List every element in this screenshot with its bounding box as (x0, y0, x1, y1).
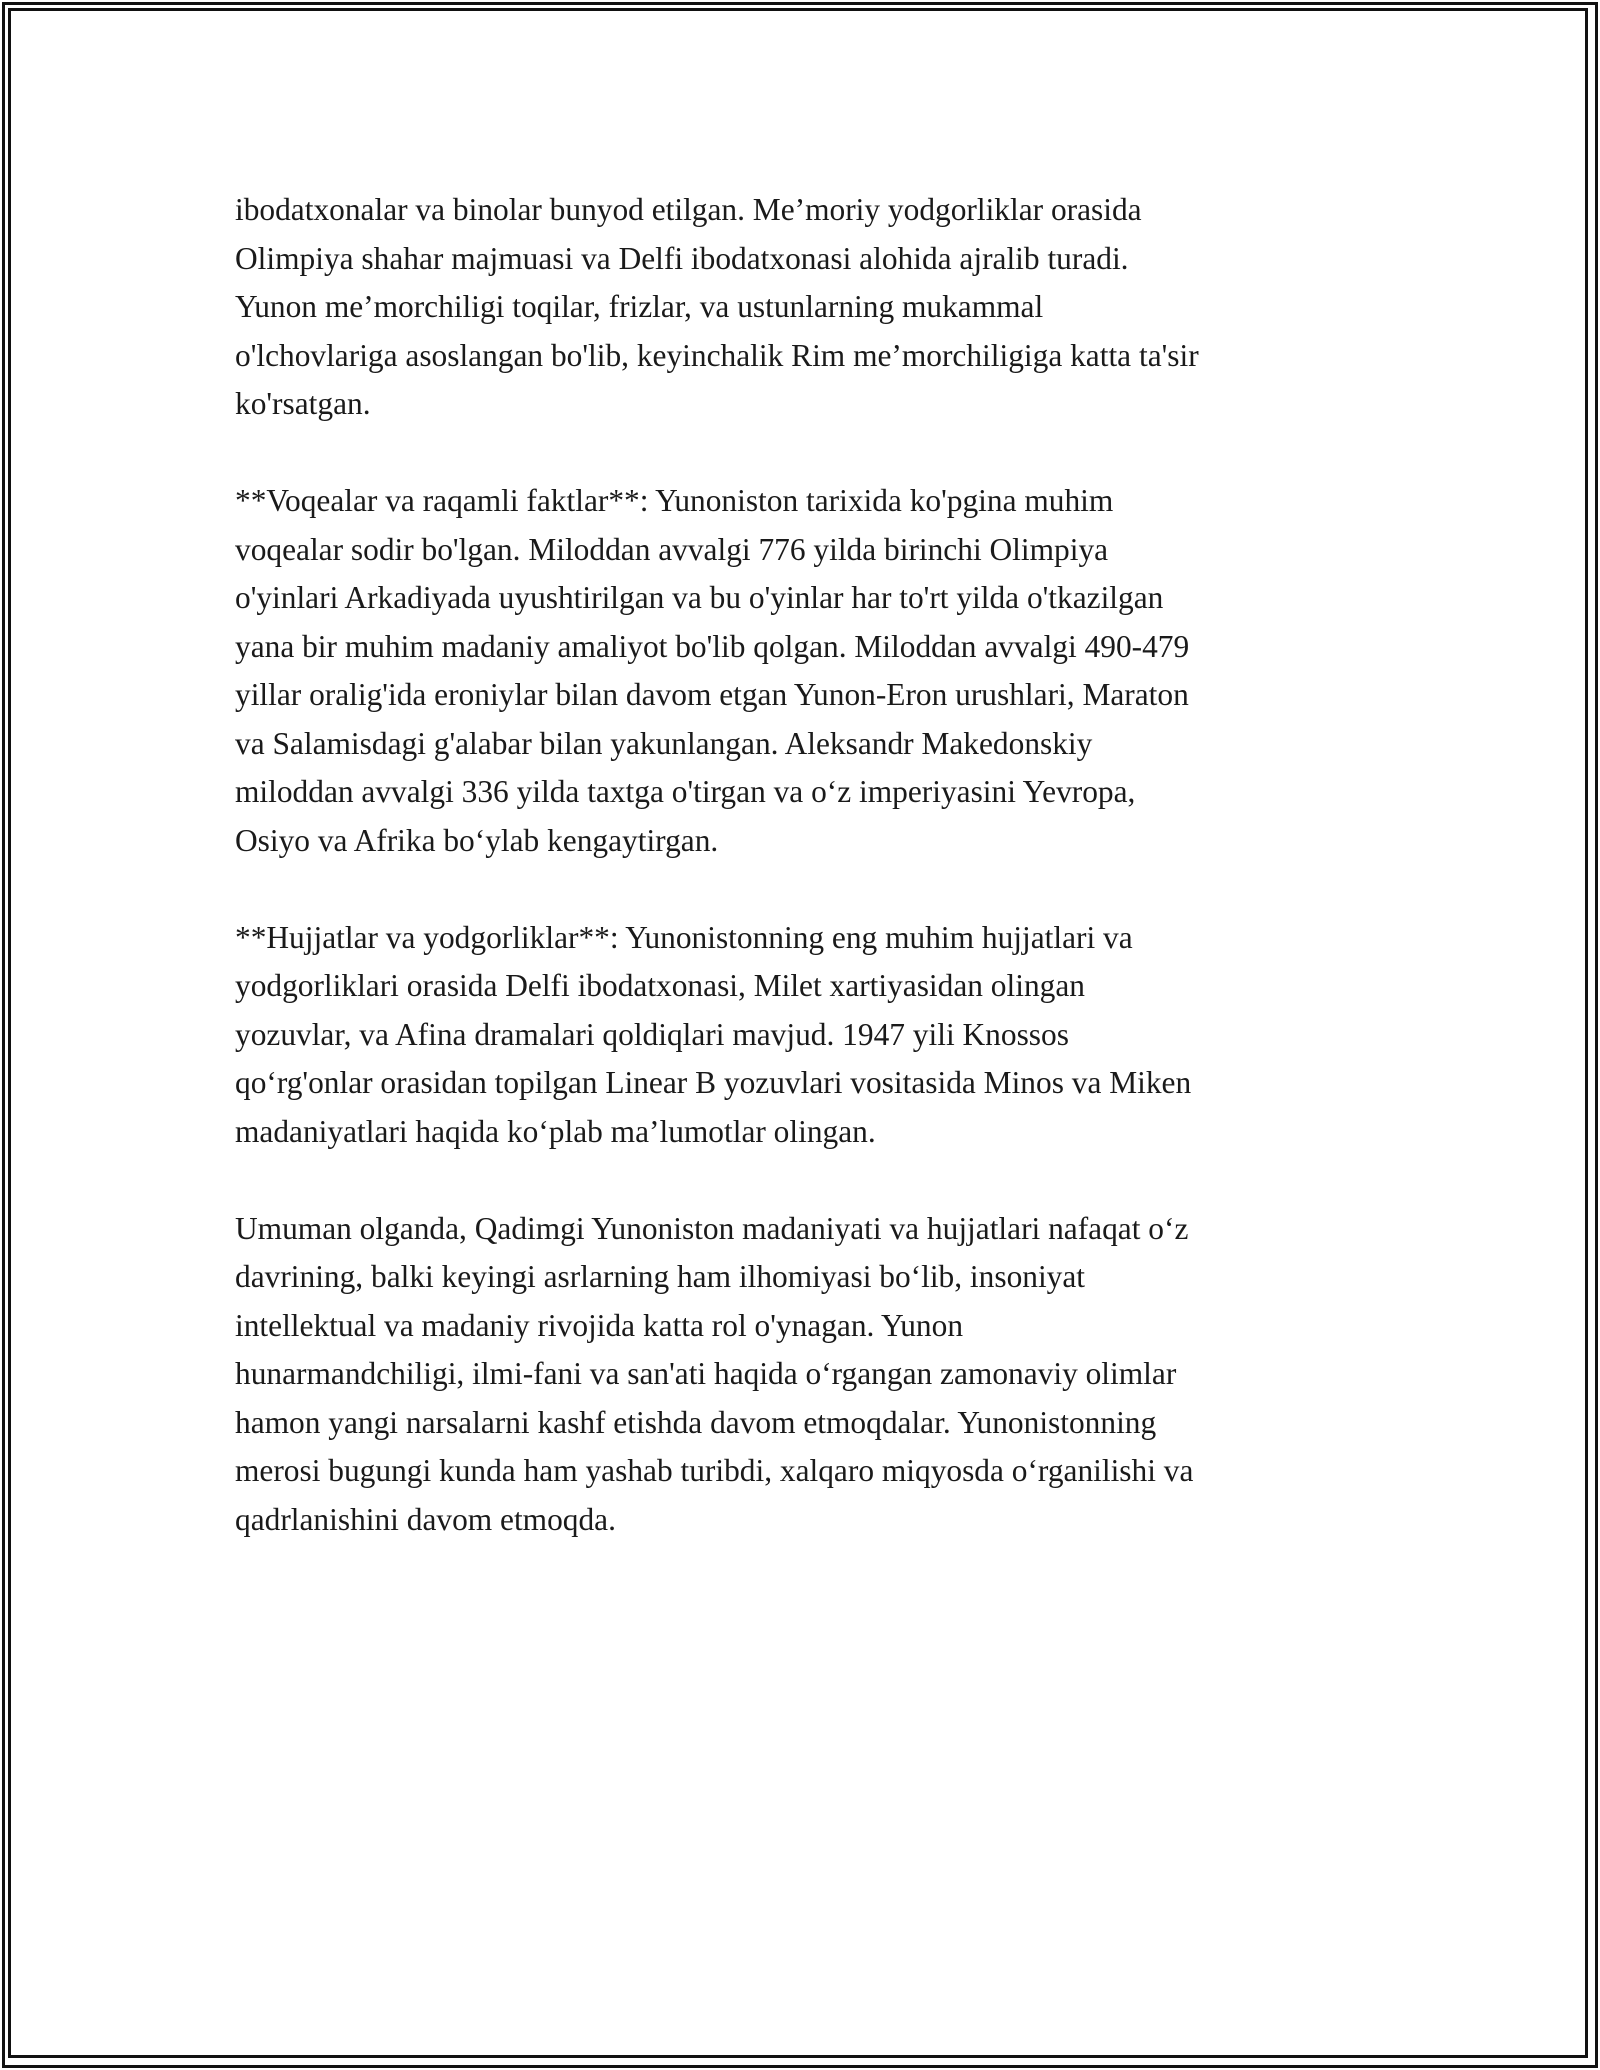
paragraph-events-facts: **Voqealar va raqamli faktlar**: Yunoniston tarixida ko'pgina muhim voqealar sodir bo'lgan. Miloddan avvalgi 776 yilda birinchi Olimpiya o'yinlari Arkadiyada uyushtirilgan va bu o'yinlar har to'rt yilda o'tkazilgan yana bir muhim madaniy amaliyot bo'lib qolgan. Miloddan avvalgi 490-479 yillar oralig'ida eroniylar bilan davom etgan Yunon-Eron urushlari, Maraton va Salamisdagi g'alabar bilan yakunlangan. Aleksandr Makedonskiy miloddan avvalgi 336 yilda taxtga o'tirgan va o‘z imperiyasini Yevropa, Osiyo va Afrika bo‘ylab kengaytirgan. (235, 483, 1190, 858)
paragraph-documents-monuments: **Hujjatlar va yodgorliklar**: Yunonistonning eng muhim hujjatlari va yodgorliklari orasida Delfi ibodatxonasi, Milet xartiyasidan olingan yozuvlar, va Afina dramalari qoldiqlari mavjud. 1947 yili Knossos qo‘rg'onlar orasidan topilgan Linear B yozuvlari vositasida Minos va Miken madaniyatlari haqida ko‘plab ma’lumotlar olingan. (235, 919, 1192, 1149)
document-body (235, 186, 1370, 1544)
paragraph-architecture: ibodatxonalar va binolar bunyod etilgan. Me’moriy yodgorliklar orasida Olimpiya shahar majmuasi va Delfi ibodatxonasi alohida ajralib turadi. Yunon me’morchiligi toqilar, frizlar, va ustunlarning mukammal o'lchovlariga asoslangan bo'lib, keyinchalik Rim me’morchiligiga katta ta'sir ko'rsatgan. (235, 192, 1199, 421)
paragraph-conclusion: Umuman olganda, Qadimgi Yunoniston madaniyati va hujjatlari nafaqat o‘z davrining, balki keyingi asrlarning ham ilhomiyasi bo‘lib, insoniyat intellektual va madaniy rivojida katta rol o'ynagan. Yunon hunarmandchiligi, ilmi-fani va san'ati haqida o‘rgangan zamonaviy olimlar hamon yangi narsalarni kashf etishda davom etmoqdalar. Yunonistonning merosi bugungi kunda ham yashab turibdi, xalqaro miqyosda o‘rganilishi va qadrlanishini davom etmoqda. (235, 1210, 1194, 1537)
